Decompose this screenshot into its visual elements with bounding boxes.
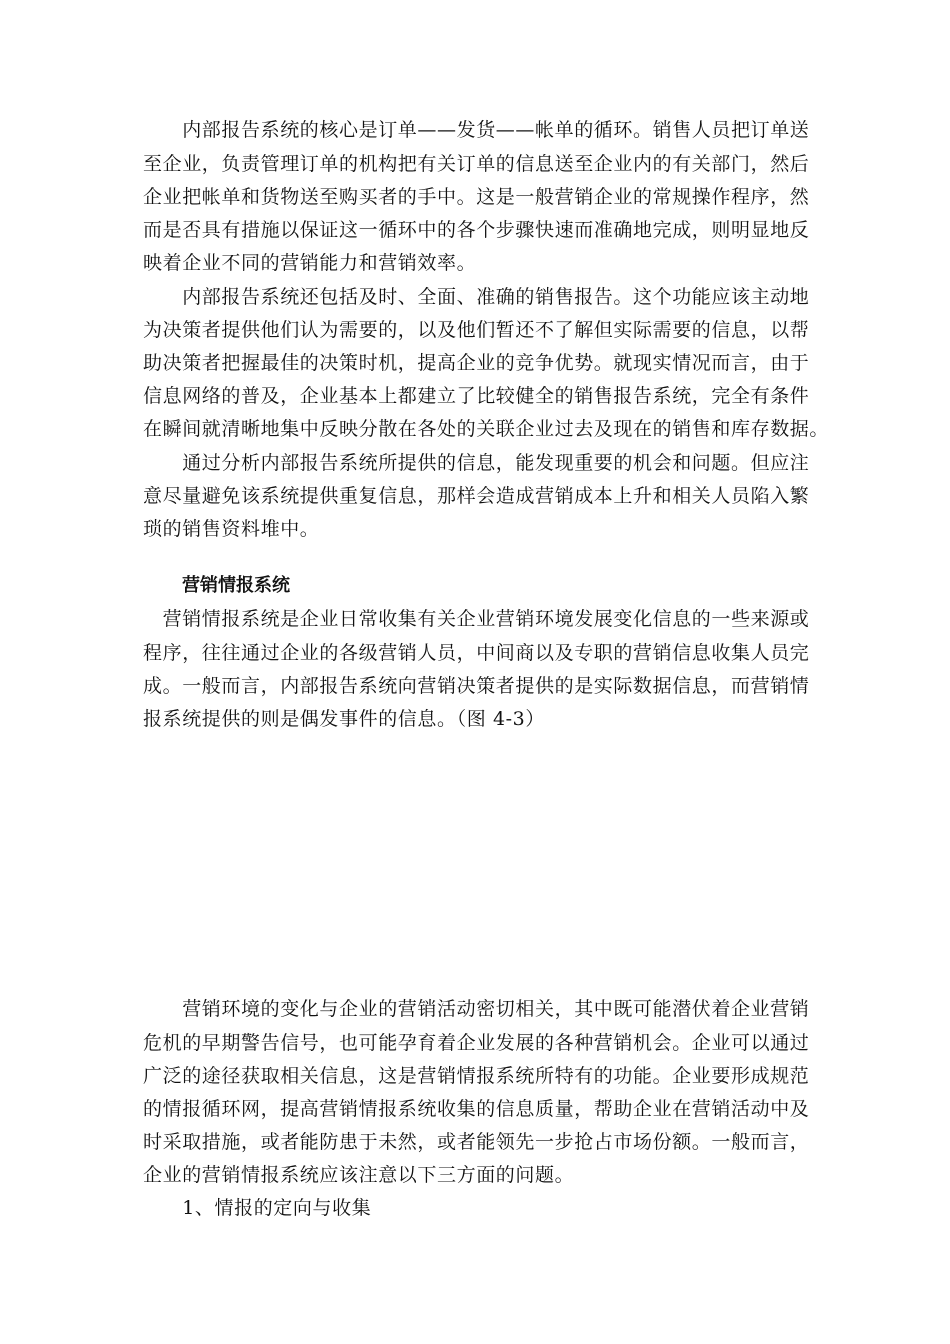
paragraph-line: 在瞬间就清晰地集中反映分散在各处的关联企业过去及现在的销售和库存数据。 [143, 418, 830, 440]
paragraph-line: 琐的销售资料堆中。 [143, 518, 320, 540]
paragraph-line: 内部报告系统还包括及时、全面、准确的销售报告。这个功能应该主动地 [143, 286, 810, 308]
paragraph-line: 通过分析内部报告系统所提供的信息，能发现重要的机会和问题。但应注 [143, 452, 810, 474]
paragraph-line: 时采取措施，或者能防患于未然，或者能领先一步抢占市场份额。一般而言， [143, 1131, 810, 1153]
subsection-title: 1、情报的定向与收集 [143, 1197, 372, 1219]
paragraph-line: 成。一般而言，内部报告系统向营销决策者提供的是实际数据信息，而营销情 [143, 675, 810, 697]
section-heading: 营销情报系统 [182, 575, 290, 596]
paragraph-line: 企业的营销情报系统应该注意以下三方面的问题。 [143, 1164, 575, 1186]
paragraph-line: 营销环境的变化与企业的营销活动密切相关，其中既可能潜伏着企业营销 [143, 998, 810, 1020]
paragraph-line: 企业把帐单和货物送至购买者的手中。这是一般营销企业的常规操作程序，然 [143, 186, 810, 208]
paragraph-line: 意尽量避免该系统提供重复信息，那样会造成营销成本上升和相关人员陷入繁 [143, 485, 810, 507]
paragraph-line: 危机的早期警告信号，也可能孕育着企业发展的各种营销机会。企业可以通过 [143, 1032, 810, 1054]
paragraph-line: 而是否具有措施以保证这一循环中的各个步骤快速而准确地完成，则明显地反 [143, 219, 810, 241]
paragraph-line: 内部报告系统的核心是订单——发货——帐单的循环。销售人员把订单送 [143, 119, 810, 141]
paragraph-line: 营销情报系统是企业日常收集有关企业营销环境发展变化信息的一些来源或 [143, 608, 810, 630]
paragraph-line: 信息网络的普及，企业基本上都建立了比较健全的销售报告系统，完全有条件 [143, 385, 810, 407]
paragraph-line: 助决策者把握最佳的决策时机，提高企业的竞争优势。就现实情况而言，由于 [143, 352, 810, 374]
paragraph-line: 至企业，负责管理订单的机构把有关订单的信息送至企业内的有关部门，然后 [143, 153, 810, 175]
paragraph-line: 程序，往往通过企业的各级营销人员，中间商以及专职的营销信息收集人员完 [143, 642, 810, 664]
paragraph-line: 报系统提供的则是偶发事件的信息。（图 4-3） [143, 708, 545, 730]
paragraph-line: 为决策者提供他们认为需要的，以及他们暂还不了解但实际需要的信息，以帮 [143, 319, 810, 341]
paragraph-line: 映着企业不同的营销能力和营销效率。 [143, 252, 477, 274]
paragraph-line: 广泛的途径获取相关信息，这是营销情报系统所特有的功能。企业要形成规范 [143, 1065, 810, 1087]
paragraph-line: 的情报循环网，提高营销情报系统收集的信息质量，帮助企业在营销活动中及 [143, 1098, 810, 1120]
